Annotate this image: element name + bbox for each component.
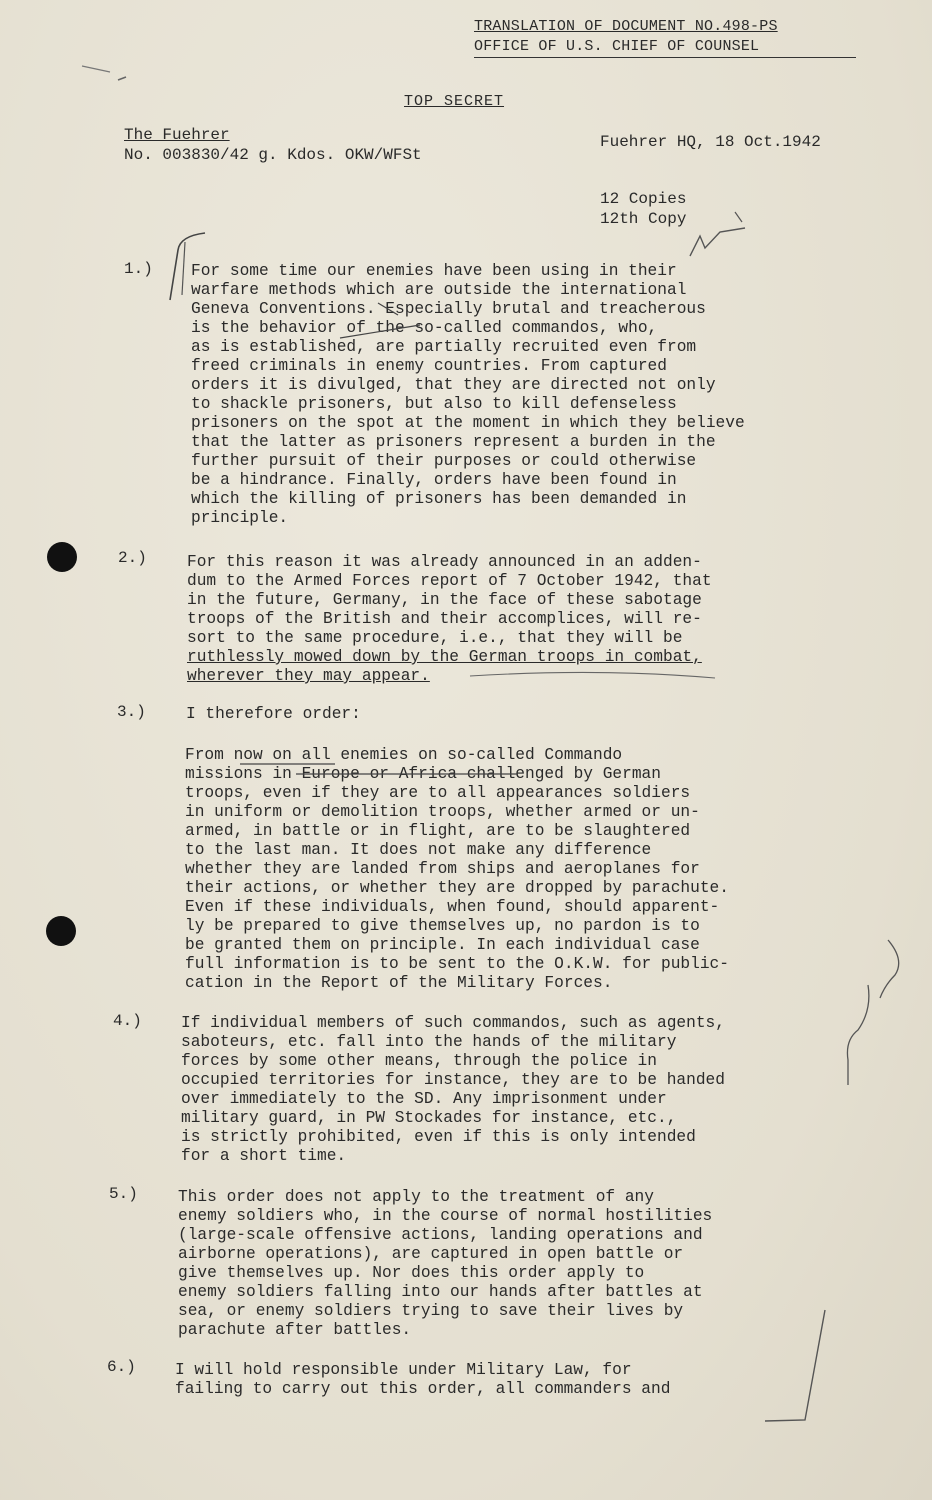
punch-hole-top: [47, 542, 77, 572]
paragraph-line: prisoners on the spot at the moment in which they believe: [191, 414, 745, 432]
translation-header-line1: TRANSLATION OF DOCUMENT NO.498-PS: [474, 18, 778, 35]
paragraph-line: forces by some other means, through the police in: [181, 1052, 657, 1070]
check-mark: [690, 228, 745, 256]
paragraph-line: to shackle prisoners, but also to kill defenseless: [191, 395, 677, 413]
paragraph-line: in the future, Germany, in the face of these sabotage: [187, 591, 702, 609]
paragraph-line: airborne operations), are captured in open battle or: [178, 1245, 684, 1263]
paragraph-line: warfare methods which are outside the international: [191, 281, 687, 299]
paragraph-number-1: 1.): [124, 260, 153, 278]
paragraph-line: For some time our enemies have been using in their: [191, 262, 677, 280]
paragraph-line: sea, or enemy soldiers trying to save their lives by: [178, 1302, 684, 1320]
paragraph-line: principle.: [191, 509, 289, 527]
paragraph-line: dum to the Armed Forces report of 7 October 1942, that: [187, 572, 712, 590]
paragraph-line: saboteurs, etc. fall into the hands of the military: [181, 1033, 677, 1051]
paragraph-number-4: 4.): [113, 1012, 142, 1030]
paragraph-line: freed criminals in enemy countries. From captured: [191, 357, 667, 375]
header-rule: [474, 57, 856, 58]
place-date: Fuehrer HQ, 18 Oct.1942: [600, 133, 821, 151]
paragraph-line: to the last man. It does not make any difference: [185, 841, 652, 859]
paragraph-line: occupied territories for instance, they are to be handed: [181, 1071, 725, 1089]
paragraph-line: be a hindrance. Finally, orders have been found in: [191, 471, 677, 489]
paragraph-number-2: 2.): [118, 549, 147, 567]
paragraph-line: full information is to be sent to the O.K.W. for public-: [185, 955, 729, 973]
paragraph-number-6: 6.): [107, 1358, 136, 1376]
punch-hole-bottom: [46, 916, 76, 946]
paragraph-5: [178, 1188, 712, 1340]
paragraph-line: give themselves up. Nor does this order apply to: [178, 1264, 645, 1282]
paragraph-line: military guard, in PW Stockades for instance, etc.,: [181, 1109, 677, 1127]
translation-header-line2: OFFICE OF U.S. CHIEF OF COUNSEL: [474, 38, 760, 55]
paragraph-line: This order does not apply to the treatment of any: [178, 1188, 654, 1206]
paragraph-line: If individual members of such commandos, such as agents,: [181, 1014, 725, 1032]
margin-line-mark: [765, 1310, 825, 1421]
paragraph-line: orders it is divulged, that they are directed not only: [191, 376, 716, 394]
paragraph-line: parachute after battles.: [178, 1321, 412, 1339]
paragraph-6: [175, 1361, 670, 1399]
paragraph-line: that the latter as prisoners represent a burden in the: [191, 433, 716, 451]
order-body: [185, 746, 729, 993]
paragraph-line: From now on all enemies on so-called Commando: [185, 746, 623, 764]
paragraph-line: be granted them on principle. In each individual case: [185, 936, 700, 954]
paragraph-line: ly be prepared to give themselves up, no pardon is to: [185, 917, 700, 935]
stray-mark: [82, 66, 110, 72]
paragraph-number-5: 5.): [109, 1185, 138, 1203]
paragraph-line: troops of the British and their accomplices, will re-: [187, 610, 702, 628]
paragraph-line: I will hold responsible under Military Law, for: [175, 1361, 632, 1379]
paragraph-line: missions in Europe or Africa challenged by German: [185, 765, 661, 783]
paragraph-line: for a short time.: [181, 1147, 347, 1165]
paragraph-line: sort to the same procedure, i.e., that they will be: [187, 629, 683, 647]
copies-line1: 12 Copies: [600, 190, 687, 208]
paragraph-line: troops, even if they are to all appearances soldiers: [185, 784, 691, 802]
paragraph-4: [181, 1014, 725, 1166]
paragraph-line: armed, in battle or in flight, are to be slaughtered: [185, 822, 691, 840]
sender-line2: No. 003830/42 g. Kdos. OKW/WFSt: [124, 146, 422, 164]
paragraph-line: (large-scale offensive actions, landing operations and: [178, 1226, 703, 1244]
sender-line1: The Fuehrer: [124, 126, 230, 144]
paragraph-line: whether they are landed from ships and aeroplanes for: [185, 860, 700, 878]
paragraph-2: [187, 553, 712, 686]
paragraph-line: ruthlessly mowed down by the German troops in combat,: [187, 648, 702, 666]
margin-bracket-mark: [182, 242, 185, 295]
paragraph-line: in uniform or demolition troops, whether armed or un-: [185, 803, 700, 821]
margin-brace-mark: [880, 940, 899, 998]
paragraph-number-3: 3.): [117, 703, 146, 721]
paragraph-line: as is established, are partially recruited even from: [191, 338, 697, 356]
paragraph-line: I therefore order:: [186, 705, 361, 723]
check-mark: [735, 212, 742, 222]
margin-brace-mark: [847, 985, 868, 1085]
paragraph-line: over immediately to the SD. Any imprisonment under: [181, 1090, 667, 1108]
paragraph-line: For this reason it was already announced in an adden-: [187, 553, 702, 571]
paragraph-line: Even if these individuals, when found, should apparent-: [185, 898, 720, 916]
paragraph-line: which the killing of prisoners has been demanded in: [191, 490, 687, 508]
paragraph-line: failing to carry out this order, all commanders and: [175, 1380, 671, 1398]
paragraph-line: enemy soldiers falling into our hands after battles at: [178, 1283, 703, 1301]
paragraph-3: [186, 705, 361, 724]
paragraph-line: cation in the Report of the Military Forces.: [185, 974, 613, 992]
paragraph-line: further pursuit of their purposes or could otherwise: [191, 452, 697, 470]
paragraph-line: wherever they may appear.: [187, 667, 430, 685]
paragraph-line: their actions, or whether they are dropped by parachute.: [185, 879, 729, 897]
paragraph-line: Geneva Conventions. Especially brutal and treacherous: [191, 300, 706, 318]
paragraph-line: is the behavior of the so-called commandos, who,: [191, 319, 658, 337]
stray-mark: [118, 77, 126, 80]
paragraph-1: [191, 262, 745, 528]
paragraph-line: is strictly prohibited, even if this is only intended: [181, 1128, 696, 1146]
copies-line2: 12th Copy: [600, 210, 687, 228]
classification-title: TOP SECRET: [404, 93, 505, 110]
paragraph-line: enemy soldiers who, in the course of normal hostilities: [178, 1207, 713, 1225]
